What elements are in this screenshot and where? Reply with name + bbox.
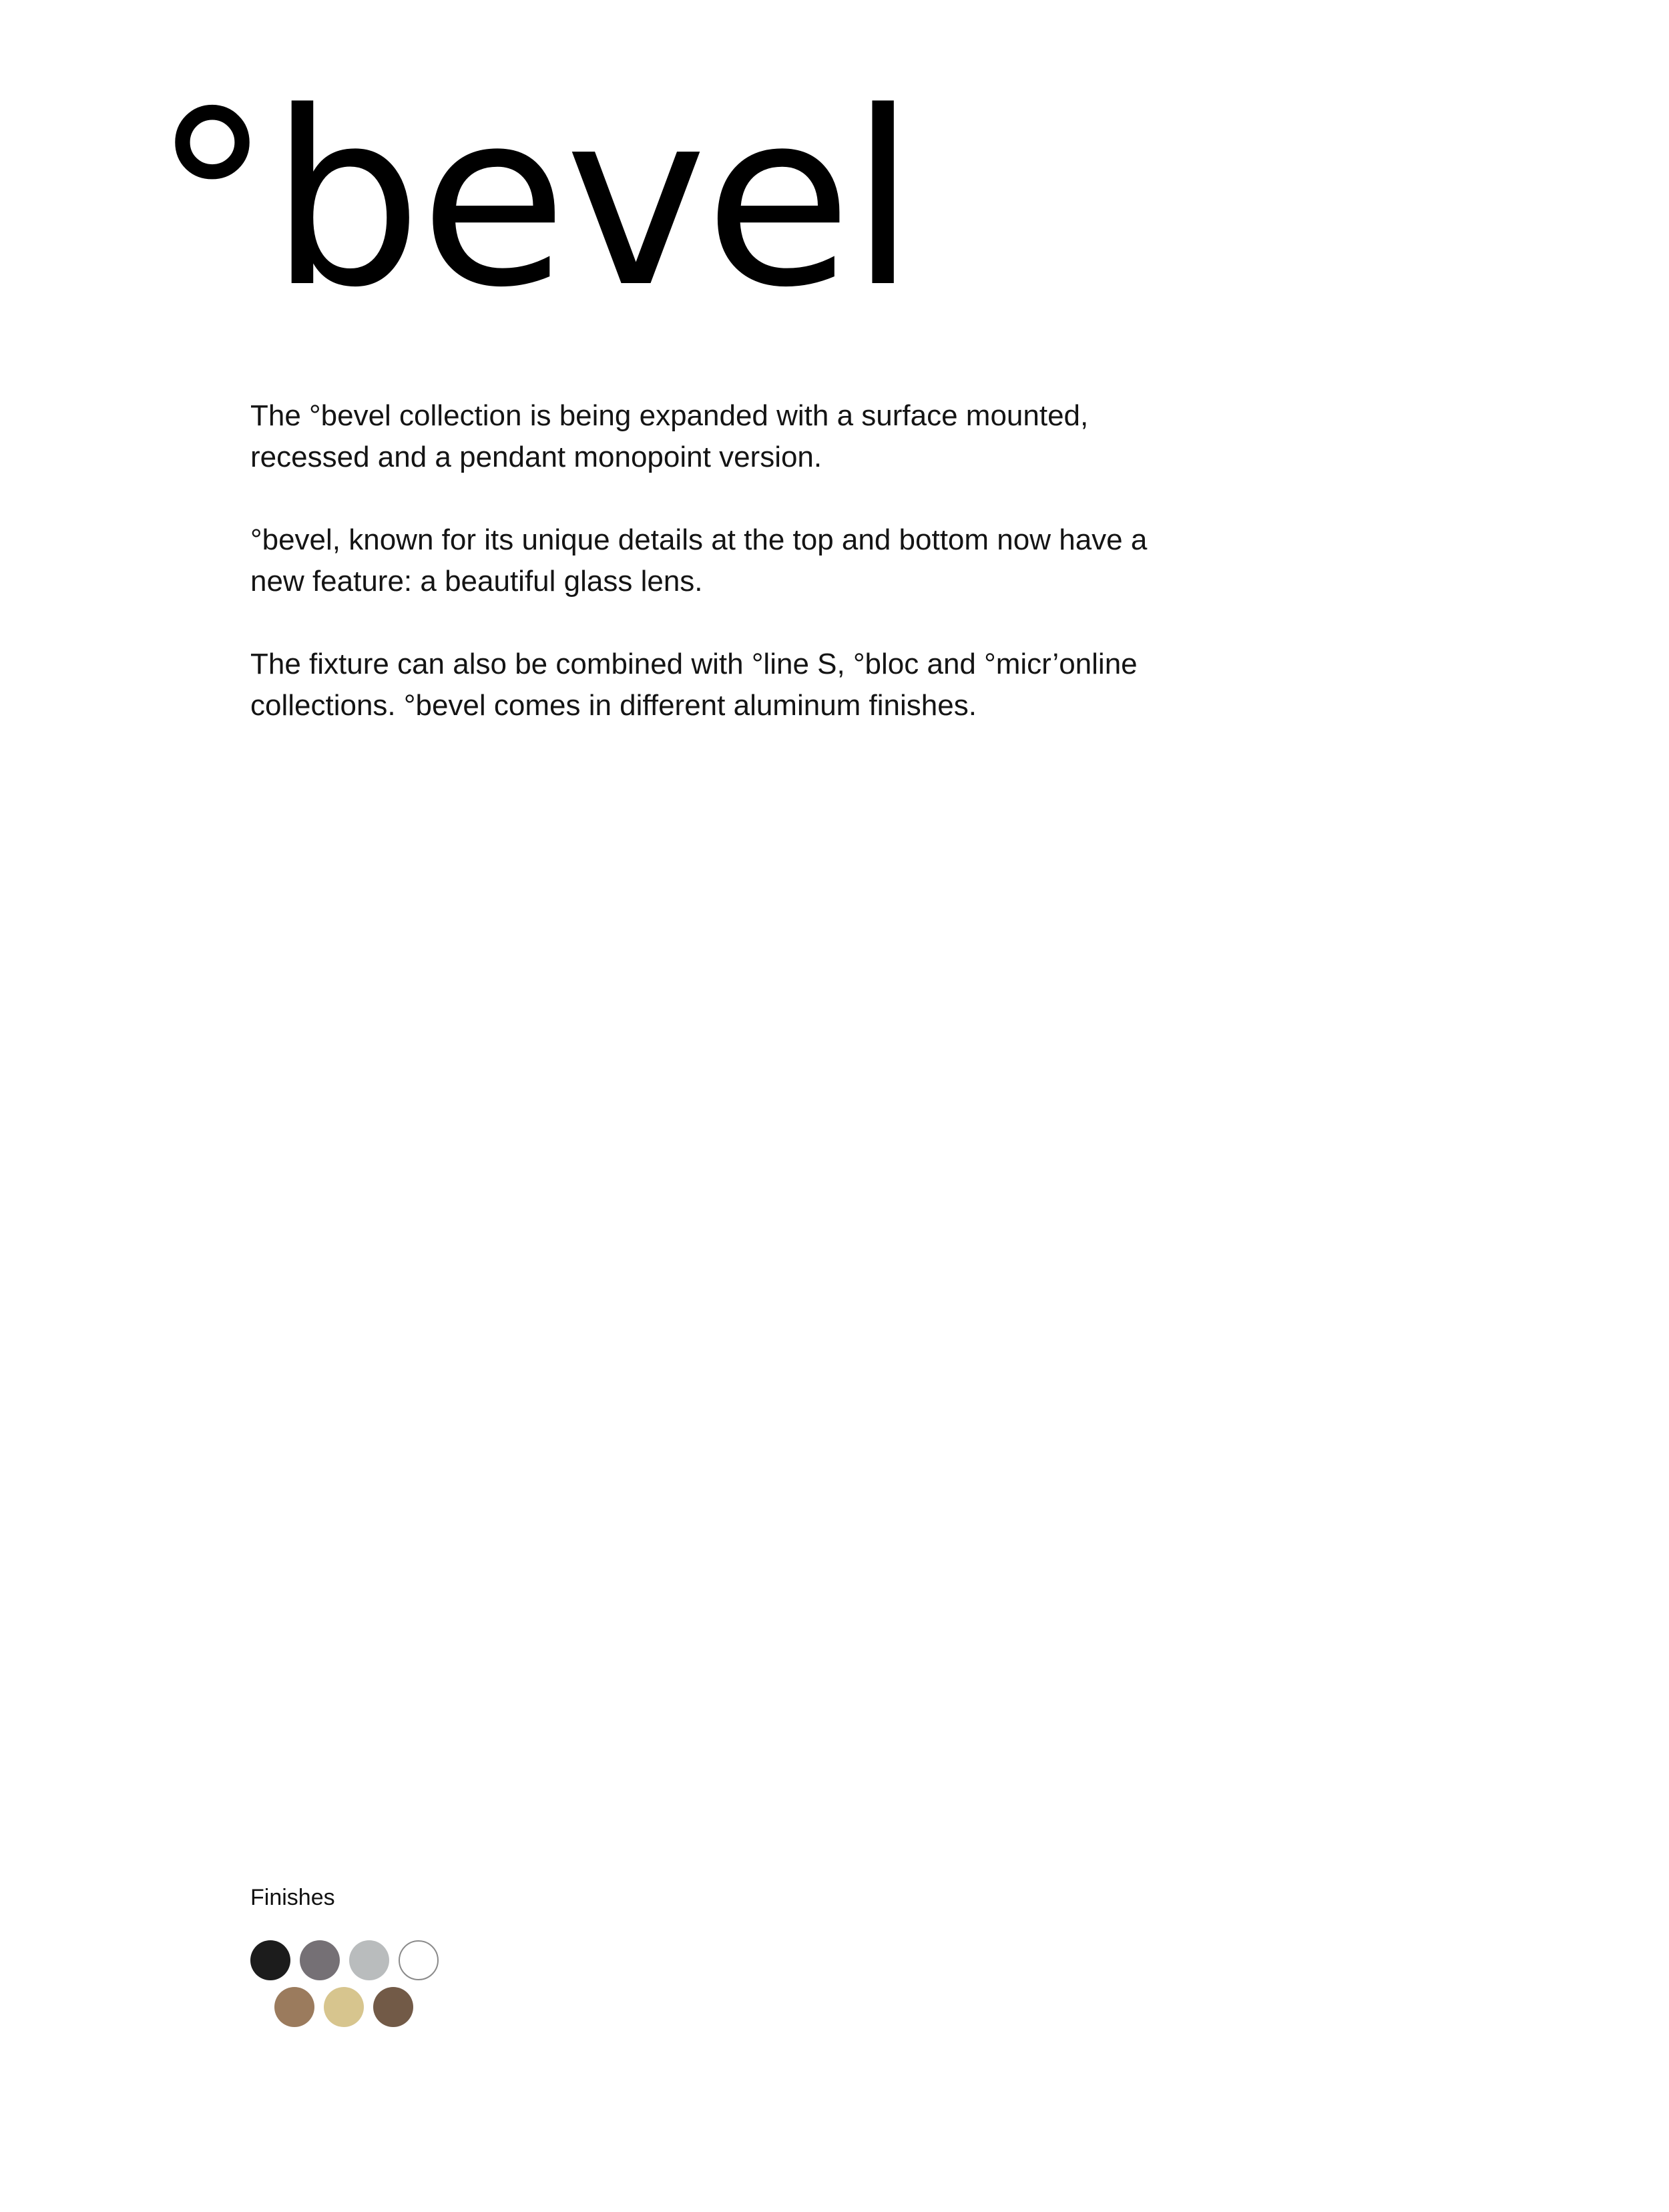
finishes-row-1 (250, 1940, 439, 1980)
finish-swatch-black (250, 1940, 290, 1980)
finishes-row-2 (274, 1987, 439, 2027)
finish-swatch-bronze (274, 1987, 314, 2027)
paragraph-features: °bevel, known for its unique details at the top and bottom now have a new feature: a beautiful glass lens. (250, 523, 1148, 598)
finish-swatch-silver (349, 1940, 389, 1980)
finish-swatch-gold (324, 1987, 364, 2027)
collection-title: °bevel (152, 60, 914, 340)
finish-swatch-white (399, 1940, 439, 1980)
finish-swatch-dark-grey (300, 1940, 340, 1980)
finish-swatch-brown (373, 1987, 413, 2027)
paragraph-combinations: The fixture can also be combined with °line S, °bloc and °micr’online collections. °bevel comes in different aluminum finishes. (250, 648, 1138, 722)
description (250, 395, 1198, 768)
paragraph-intro: The °bevel collection is being expanded with a surface mounted, recessed and a pendant monopoint version. (250, 399, 1089, 473)
finishes-label: Finishes (250, 1885, 335, 1910)
finishes-section (250, 1884, 439, 2027)
